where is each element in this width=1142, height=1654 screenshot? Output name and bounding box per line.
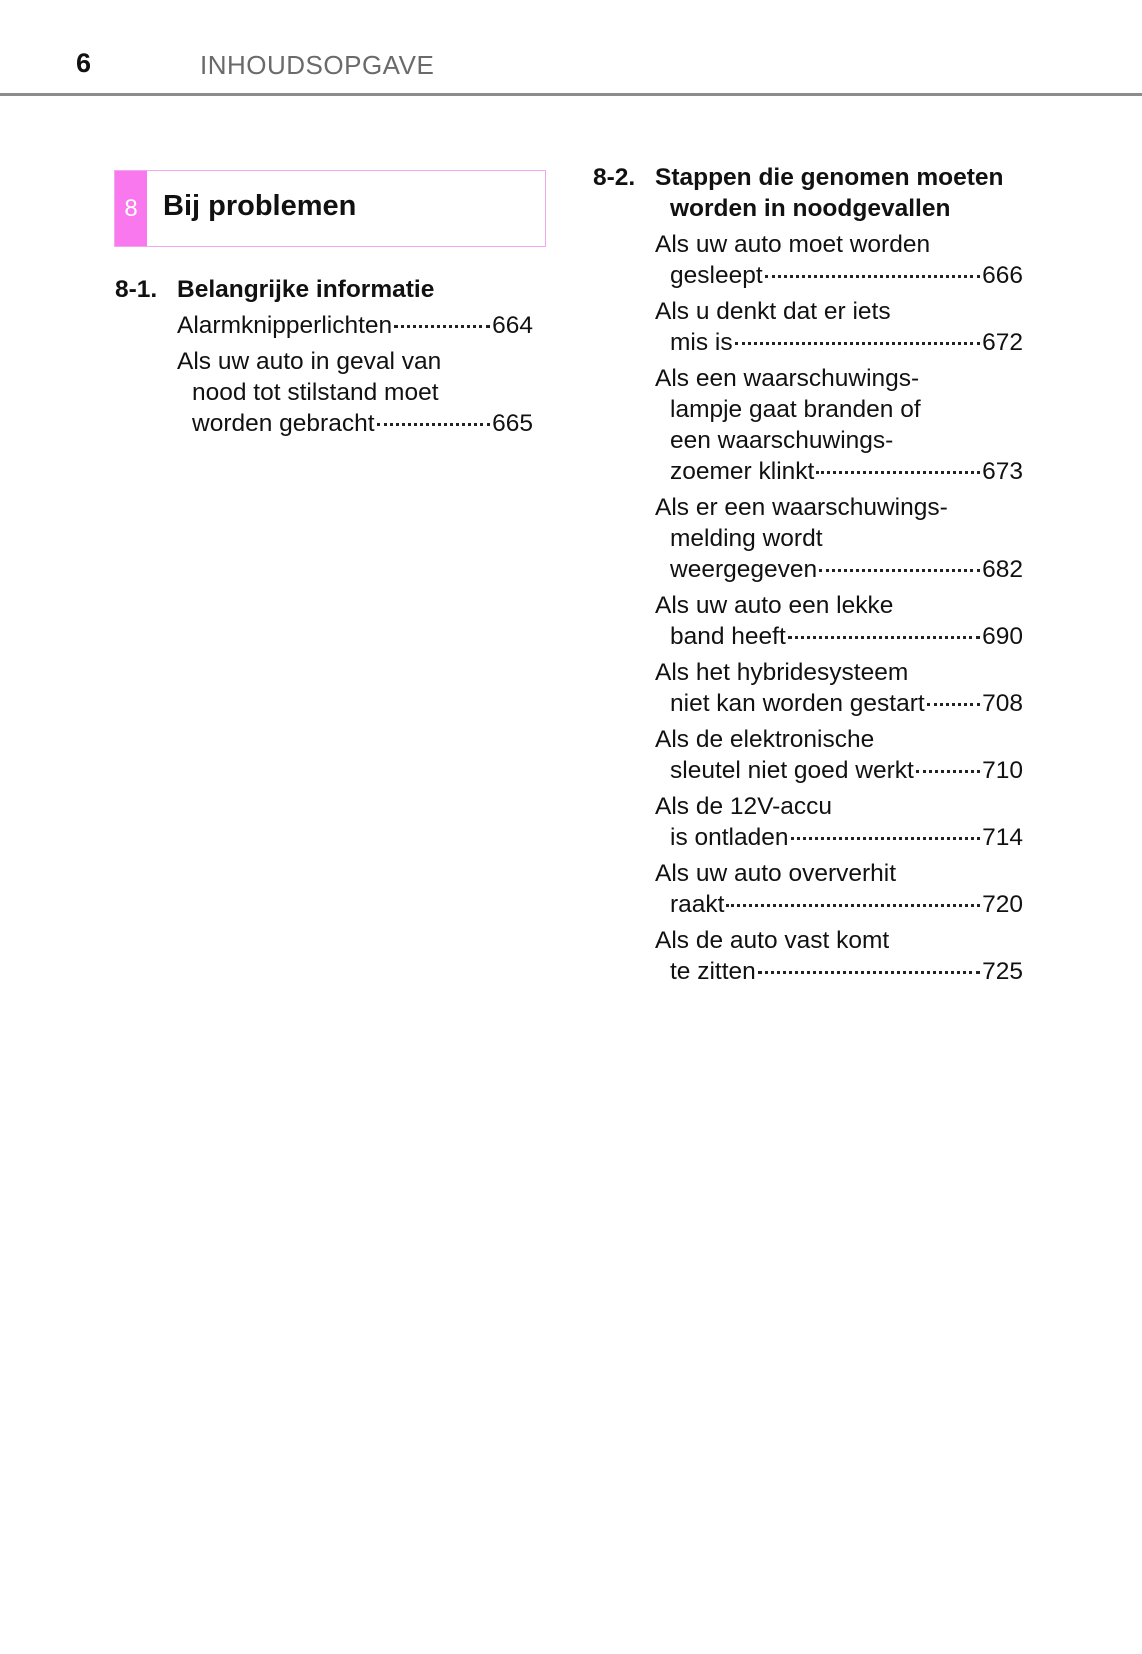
toc-entry-text: gesleept	[670, 262, 763, 289]
toc-entry-line	[655, 755, 1023, 786]
header-divider	[0, 93, 1142, 96]
toc-entry-text: niet kan worden gestart	[670, 690, 925, 717]
toc-entry-text: Als er een waarschuwings-	[655, 494, 948, 521]
toc-entry[interactable]	[655, 229, 1023, 291]
toc-entry[interactable]	[177, 310, 533, 341]
toc-page-number: 682	[982, 556, 1023, 583]
dot-leader	[394, 325, 490, 328]
toc-entry-text: zoemer klinkt	[670, 458, 815, 485]
toc-page-number: 665	[492, 410, 533, 437]
toc-entry-line	[655, 822, 1023, 853]
toc-entry[interactable]	[655, 296, 1023, 358]
dot-leader	[819, 569, 980, 572]
toc-entry-text: Als de auto vast komt	[655, 927, 890, 954]
toc-entry-text: nood tot stilstand moet	[192, 379, 439, 406]
toc-entry-text: Als u denkt dat er iets	[655, 298, 891, 325]
toc-entry-line	[655, 554, 1023, 585]
toc-entry-text: Als uw auto oververhit	[655, 860, 897, 887]
chapter-box	[114, 170, 546, 247]
toc-entry[interactable]	[177, 346, 533, 439]
section-number: 8-1.	[115, 276, 158, 303]
section-title: Stappen die genomen moeten	[655, 164, 1004, 191]
page-number: 6	[76, 48, 92, 78]
toc-entry-text: Als de 12V-accu	[655, 793, 833, 820]
toc-entry[interactable]	[655, 724, 1023, 786]
toc-page-number: 720	[982, 891, 1023, 918]
toc-entry-text: Als een waarschuwings-	[655, 365, 920, 392]
toc-page-number: 725	[982, 958, 1023, 985]
toc-entry-text: weergegeven	[670, 556, 818, 583]
toc-column-right	[593, 162, 1023, 992]
toc-entry-text: is ontladen	[670, 824, 789, 851]
dot-leader	[758, 971, 980, 974]
toc-entry[interactable]	[655, 791, 1023, 853]
toc-page-number: 710	[982, 757, 1023, 784]
toc-entry-text: band heeft	[670, 623, 786, 650]
dot-leader	[791, 837, 981, 840]
toc-entry-text: melding wordt	[670, 525, 823, 552]
toc-column-left	[115, 274, 533, 444]
toc-entry[interactable]	[655, 925, 1023, 987]
toc-entry-text: Als het hybridesysteem	[655, 659, 909, 686]
toc-page-number: 664	[492, 312, 533, 339]
dot-leader	[735, 342, 981, 345]
toc-page-number: 672	[982, 329, 1023, 356]
toc-entry-line	[655, 621, 1023, 652]
toc-entry[interactable]	[655, 492, 1023, 585]
toc-page-number: 673	[982, 458, 1023, 485]
toc-entry-line	[655, 327, 1023, 358]
dot-leader	[816, 471, 980, 474]
dot-leader	[765, 275, 980, 278]
toc-entry-text: Als de elektronische	[655, 726, 875, 753]
toc-entry-text: worden gebracht	[192, 410, 375, 437]
toc-entry-text: Als uw auto moet worden	[655, 231, 931, 258]
section-title: worden in noodgevallen	[670, 195, 951, 222]
toc-entry-text: lampje gaat branden of	[670, 396, 921, 423]
toc-entry-text: Alarmknipperlichten	[177, 312, 393, 339]
section-title: Belangrijke informatie	[177, 276, 435, 303]
toc-entry-line	[655, 889, 1023, 920]
section-number: 8-2.	[593, 164, 636, 191]
toc-entry-line	[655, 956, 1023, 987]
toc-entry-text: sleutel niet goed werkt	[670, 757, 914, 784]
dot-leader	[916, 770, 980, 773]
toc-entry[interactable]	[655, 363, 1023, 487]
toc-entry-line	[655, 260, 1023, 291]
toc-entry-line	[177, 310, 533, 341]
toc-entry-line	[655, 688, 1023, 719]
dot-leader	[377, 423, 491, 426]
toc-entry-text: te zitten	[670, 958, 756, 985]
dot-leader	[788, 636, 980, 639]
toc-page-number: 708	[982, 690, 1023, 717]
dot-leader	[927, 703, 980, 706]
toc-entry-text: Als uw auto een lekke	[655, 592, 894, 619]
toc-page-number: 714	[982, 824, 1023, 851]
chapter-title: Bij problemen	[163, 190, 357, 222]
toc-entry[interactable]	[655, 858, 1023, 920]
chapter-number-tab: 8	[115, 171, 147, 246]
section-heading[interactable]	[593, 162, 1023, 224]
toc-page-number: 666	[982, 262, 1023, 289]
page-title: INHOUDSOPGAVE	[200, 50, 435, 80]
toc-entry-text: raakt	[670, 891, 725, 918]
section-heading[interactable]	[115, 274, 533, 305]
toc-page-number: 690	[982, 623, 1023, 650]
dot-leader	[726, 904, 980, 907]
toc-entry[interactable]	[655, 590, 1023, 652]
toc-entry-text: Als uw auto in geval van	[177, 348, 442, 375]
toc-entry-line	[177, 408, 533, 439]
toc-entry-text: mis is	[670, 329, 733, 356]
toc-entry-text: een waarschuwings-	[670, 427, 894, 454]
toc-entry-line	[655, 456, 1023, 487]
toc-entry[interactable]	[655, 657, 1023, 719]
